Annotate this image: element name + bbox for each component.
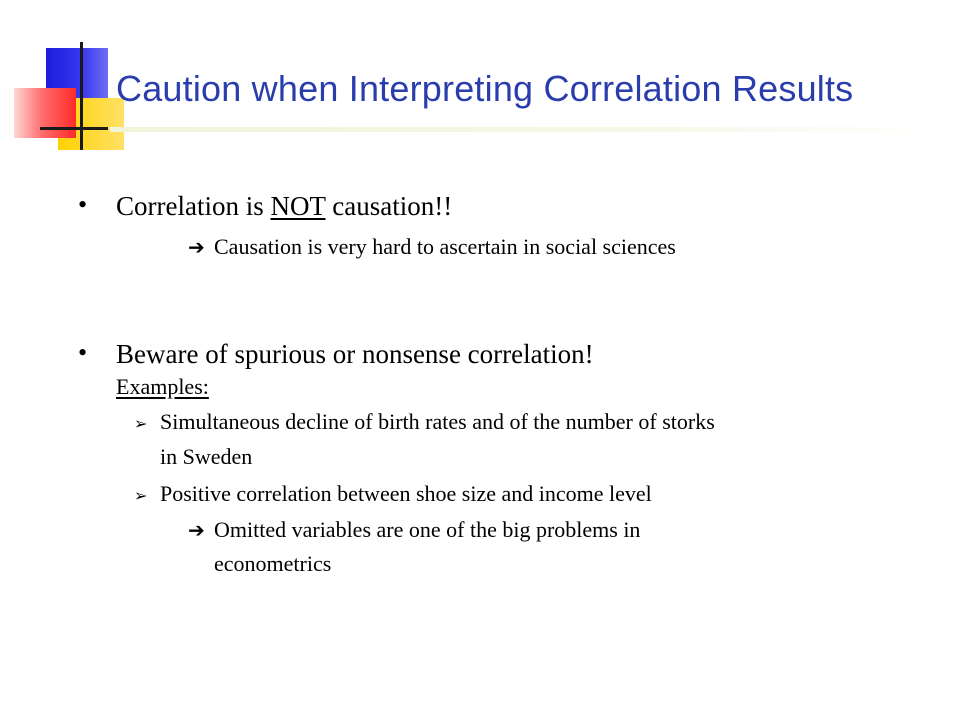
bullet-spurious-correlation: Beware of spurious or nonsense correlation! bbox=[116, 339, 594, 369]
sub-point-causation bbox=[188, 234, 676, 260]
bullet1-prefix: Correlation is bbox=[116, 191, 271, 221]
bullet-dot-icon: • bbox=[78, 190, 88, 219]
example-storks-line1: Simultaneous decline of birth rates and of the number of storks bbox=[160, 409, 715, 434]
examples-label: Examples: bbox=[116, 374, 209, 399]
right-arrow-icon: ➔ bbox=[188, 518, 205, 542]
example-shoe-size-text: Positive correlation between shoe size and income level bbox=[160, 481, 652, 506]
bullet-correlation-not-causation bbox=[116, 191, 452, 222]
triangle-bullet-icon: ➢ bbox=[134, 486, 148, 505]
sub-point-omitted-line1: Omitted variables are one of the big problems in bbox=[214, 517, 641, 542]
logo-red-square bbox=[14, 88, 76, 138]
sub-point-causation-text: Causation is very hard to ascertain in social sciences bbox=[214, 234, 676, 259]
right-arrow-icon: ➔ bbox=[188, 235, 205, 259]
title-underline-rule bbox=[110, 127, 960, 132]
bullet-dot-icon: • bbox=[78, 338, 88, 367]
bullet1-underlined: NOT bbox=[270, 191, 326, 221]
example-shoe-size bbox=[134, 481, 652, 507]
example-storks-line2: in Sweden bbox=[160, 444, 253, 469]
logo-horizontal-line bbox=[40, 127, 108, 130]
slide-title: Caution when Interpreting Correlation Results bbox=[116, 68, 854, 109]
sub-point-omitted-line2: econometrics bbox=[214, 551, 332, 576]
example-storks bbox=[134, 409, 715, 435]
logo-vertical-line bbox=[80, 42, 83, 150]
bullet1-suffix: causation!! bbox=[325, 191, 453, 221]
triangle-bullet-icon: ➢ bbox=[134, 414, 148, 433]
sub-point-omitted-variables bbox=[188, 517, 640, 543]
